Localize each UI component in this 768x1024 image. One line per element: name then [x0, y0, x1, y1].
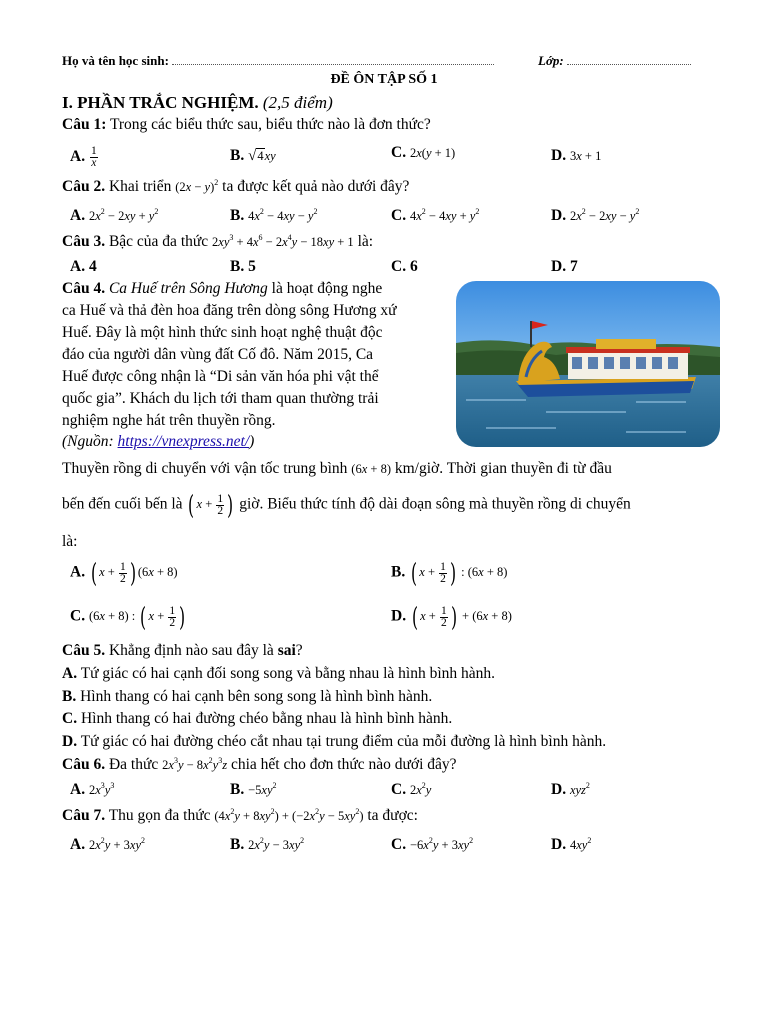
q6-option-b-math: $-5xy^2$ — [248, 781, 277, 797]
q1-option-a-math: $\frac{1}{x}$ — [90, 145, 97, 169]
class-line — [538, 51, 691, 71]
question-1 — [62, 115, 431, 135]
student-name-line — [62, 51, 494, 71]
class-label: Lớp: — [538, 53, 564, 68]
q4-source-link[interactable]: https://vnexpress.net/ — [117, 433, 250, 450]
q4-option-d-math: ( x + $\frac{1}{2}$ ) + (6x + 8) — [411, 602, 512, 633]
q4-source-end: ) — [249, 433, 255, 450]
q2-option-b-label: B. — [230, 207, 245, 224]
question-2-text-1: Khai triển — [108, 178, 172, 195]
exam-title: ĐỀ ÔN TẬP SỐ 1 — [330, 72, 438, 87]
question-6-label: Câu 6. — [62, 756, 106, 773]
q5-option-b[interactable] — [62, 687, 432, 707]
q2-option-a-label: A. — [70, 207, 86, 224]
question-7-label: Câu 7. — [62, 807, 106, 824]
question-5-text-1: Khẳng định nào sau đây là — [108, 642, 274, 659]
question-2-math: $(2x - y)^2$ — [175, 178, 219, 194]
q2-option-d[interactable] — [551, 206, 639, 226]
q4-line-2: ca Huế và thả đèn hoa đăng trên dòng sông Hương xứ — [62, 302, 397, 319]
q7-option-c[interactable] — [391, 835, 473, 855]
question-6-math: $2x^3y - 8x^2y^3z$ — [162, 756, 228, 772]
question-3-text-1: Bậc của đa thức — [108, 233, 209, 250]
q5-option-b-label: B. — [62, 688, 77, 705]
question-3-math: $2xy^3 + 4x^6 - 2x^4y - 18xy + 1$ — [212, 233, 354, 249]
q7-option-d-label: D. — [551, 836, 567, 853]
q2-option-c-label: C. — [391, 207, 407, 224]
section-points: (2,5 điểm) — [262, 93, 333, 112]
q4-statement-2b: giờ. Biểu thức tính độ dài đoạn sông mà thuyền rồng di chuyển — [239, 495, 631, 513]
q7-option-c-label: C. — [391, 836, 407, 853]
q4-line-4: đáo của người dân vùng đất Cố đô. Năm 2015, Ca — [62, 346, 374, 363]
q5-option-c-text: Hình thang có hai đường chéo bằng nhau là hình bình hành. — [80, 710, 453, 727]
q7-option-a-label: A. — [70, 836, 86, 853]
q4-option-d-label: D. — [391, 607, 407, 625]
q1-option-d-label: D. — [551, 147, 567, 164]
q4-option-c[interactable] — [70, 602, 187, 633]
question-7-text-2: ta được: — [367, 807, 418, 824]
q4-option-b-math: ( x + $\frac{1}{2}$ ) : (6x + 8) — [411, 558, 508, 589]
q4-time-math: ( x + $\frac{1}{2}$ ) — [188, 490, 234, 521]
q5-option-a[interactable] — [62, 664, 495, 684]
q5-option-c-label: C. — [62, 710, 78, 727]
student-name-label: Họ và tên học sinh: — [62, 53, 169, 68]
q7-option-b-label: B. — [230, 836, 245, 853]
q4-option-b[interactable] — [391, 558, 508, 589]
q6-option-b[interactable] — [230, 780, 277, 800]
q4-option-b-label: B. — [391, 563, 406, 581]
q3-option-a[interactable]: A. 4 — [70, 258, 97, 275]
q2-option-c-math: $4x^2 - 4xy + y^2$ — [409, 207, 480, 223]
question-5-label: Câu 5. — [62, 642, 106, 659]
question-7-math: $(4x^2y + 8xy^2) + (-2x^2y - 5xy^2)$ — [214, 807, 364, 823]
q7-option-b-math: $2x^2y - 3xy^2$ — [248, 836, 305, 852]
q6-option-d-label: D. — [551, 781, 567, 798]
q4-statement-1b: km/giờ. Thời gian thuyền đi từ đầu — [394, 460, 612, 477]
dragon-boat-image — [456, 281, 720, 447]
question-4-label: Câu 4. — [62, 280, 106, 297]
q4-line-1: là hoạt động nghe — [271, 280, 383, 297]
q2-option-a-math: $2x^2 - 2xy + y^2$ — [88, 207, 159, 223]
q6-option-d-math: xyz$^2$ — [569, 781, 590, 797]
class-field — [567, 52, 691, 65]
q4-statement-3: là: — [62, 533, 78, 550]
q4-option-a[interactable] — [70, 558, 178, 589]
question-5-emphasis: sai — [277, 642, 296, 659]
question-2-label: Câu 2. — [62, 178, 106, 195]
question-1-label: Câu 1: — [62, 116, 107, 133]
q7-option-b[interactable] — [230, 835, 304, 855]
q5-option-d-text: Tứ giác có hai đường chéo cắt nhau tại trung điểm của mỗi đường là hình bình hành. — [80, 733, 607, 750]
q1-option-b-label: B. — [230, 147, 245, 164]
q3-option-d[interactable]: D. 7 — [551, 258, 578, 275]
q7-option-d[interactable] — [551, 835, 591, 855]
question-4-paragraph — [62, 278, 448, 452]
q1-option-d[interactable] — [551, 146, 601, 166]
q5-option-d[interactable] — [62, 732, 606, 752]
q4-option-d[interactable] — [391, 602, 512, 633]
q4-option-c-math: (6x + 8) : ( x + $\frac{1}{2}$ ) — [88, 602, 186, 633]
q4-source — [62, 432, 448, 452]
question-6-text-2: chia hết cho đơn thức nào dưới đây? — [230, 756, 457, 773]
q4-statement-1a: Thuyền rồng di chuyển với vận tốc trung bình — [62, 460, 348, 477]
q1-option-c-label: C. — [391, 144, 407, 161]
q4-line-5: Huế được công nhận là “Di sản văn hóa phi vật thể — [62, 368, 379, 385]
q4-statement-2 — [62, 490, 631, 521]
section-title: I. PHẦN TRẮC NGHIỆM. — [62, 93, 259, 112]
q6-option-c-math: $2x^2y$ — [409, 781, 432, 797]
q4-line-3: Huế. Đây là một hình thức sinh hoạt nghệ thuật độc — [62, 324, 383, 341]
q7-option-a[interactable] — [70, 835, 145, 855]
q1-option-c[interactable] — [391, 143, 455, 163]
q2-option-d-math: $2x^2 - 2xy - y^2$ — [569, 207, 640, 223]
question-3-label: Câu 3. — [62, 233, 106, 250]
q6-option-c[interactable] — [391, 780, 431, 800]
dragon-boat-photo — [456, 281, 720, 447]
question-3-text-2: là: — [357, 233, 374, 250]
question-6-text-1: Đa thức — [108, 756, 159, 773]
q6-option-a-label: A. — [70, 781, 86, 798]
question-1-text: Trong các biểu thức sau, biểu thức nào là đơn thức? — [109, 116, 431, 133]
question-7 — [62, 806, 418, 826]
question-2-text-2: ta được kết quả nào dưới đây? — [222, 178, 410, 195]
q4-statement-2a: bến đến cuối bến là — [62, 495, 183, 513]
q7-option-d-math: $4xy^2$ — [569, 836, 592, 852]
student-name-field — [172, 52, 494, 65]
q5-option-d-label: D. — [62, 733, 78, 750]
q4-option-a-math: ( x + $\frac{1}{2}$ ) (6x + 8) — [90, 558, 178, 589]
q1-option-b[interactable] — [230, 146, 276, 166]
q2-option-c[interactable] — [391, 206, 479, 226]
q5-option-a-label: A. — [62, 665, 78, 682]
q3-option-b[interactable]: B. 5 — [230, 258, 256, 275]
q1-option-d-math: 3x + 1 — [569, 149, 602, 163]
question-6 — [62, 755, 457, 775]
section-heading — [62, 93, 333, 113]
q7-option-c-math: $-6x^2y + 3xy^2$ — [409, 836, 474, 852]
q6-option-a[interactable] — [70, 780, 114, 800]
q2-option-d-label: D. — [551, 207, 567, 224]
q1-option-c-math: 2x(y + 1) — [409, 146, 456, 160]
q3-option-c[interactable]: C. 6 — [391, 258, 418, 275]
q6-option-a-math: $2x^3y^3$ — [88, 781, 115, 797]
q2-option-b-math: $4x^2 - 4xy - y^2$ — [248, 207, 318, 223]
q4-source-label: (Nguồn: — [62, 433, 114, 450]
question-5 — [62, 641, 303, 661]
q4-line-6: quốc gia”. Khách du lịch tới tham quan thường trải — [62, 390, 379, 407]
question-3 — [62, 232, 373, 252]
q1-option-a-label: A. — [70, 148, 86, 166]
q2-option-a[interactable] — [70, 206, 158, 226]
q5-option-b-text: Hình thang có hai cạnh bên song song là hình bình hành. — [80, 688, 433, 705]
q5-option-c[interactable] — [62, 709, 452, 729]
q4-line-7: nghiệm nghe hát trên thuyền rồng. — [62, 412, 276, 429]
q7-option-a-math: $2x^2y + 3xy^2$ — [88, 836, 145, 852]
question-4-title: Ca Huế trên Sông Hương — [108, 280, 268, 297]
question-2 — [62, 177, 409, 197]
q4-option-a-label: A. — [70, 563, 86, 581]
q5-option-a-text: Tứ giác có hai cạnh đối song song và bằng nhau là hình bình hành. — [80, 665, 496, 682]
question-5-text-2: ? — [295, 642, 303, 659]
q1-option-a[interactable] — [70, 146, 99, 169]
q6-option-d[interactable] — [551, 780, 590, 800]
q6-option-c-label: C. — [391, 781, 407, 798]
q1-option-b-math: √4xy — [248, 148, 276, 164]
q2-option-b[interactable] — [230, 206, 317, 226]
q6-option-b-label: B. — [230, 781, 245, 798]
question-7-text-1: Thu gọn đa thức — [108, 807, 211, 824]
q4-speed-math: (6x + 8) — [351, 462, 391, 476]
q4-statement-1 — [62, 459, 612, 479]
q4-option-c-label: C. — [70, 607, 86, 625]
